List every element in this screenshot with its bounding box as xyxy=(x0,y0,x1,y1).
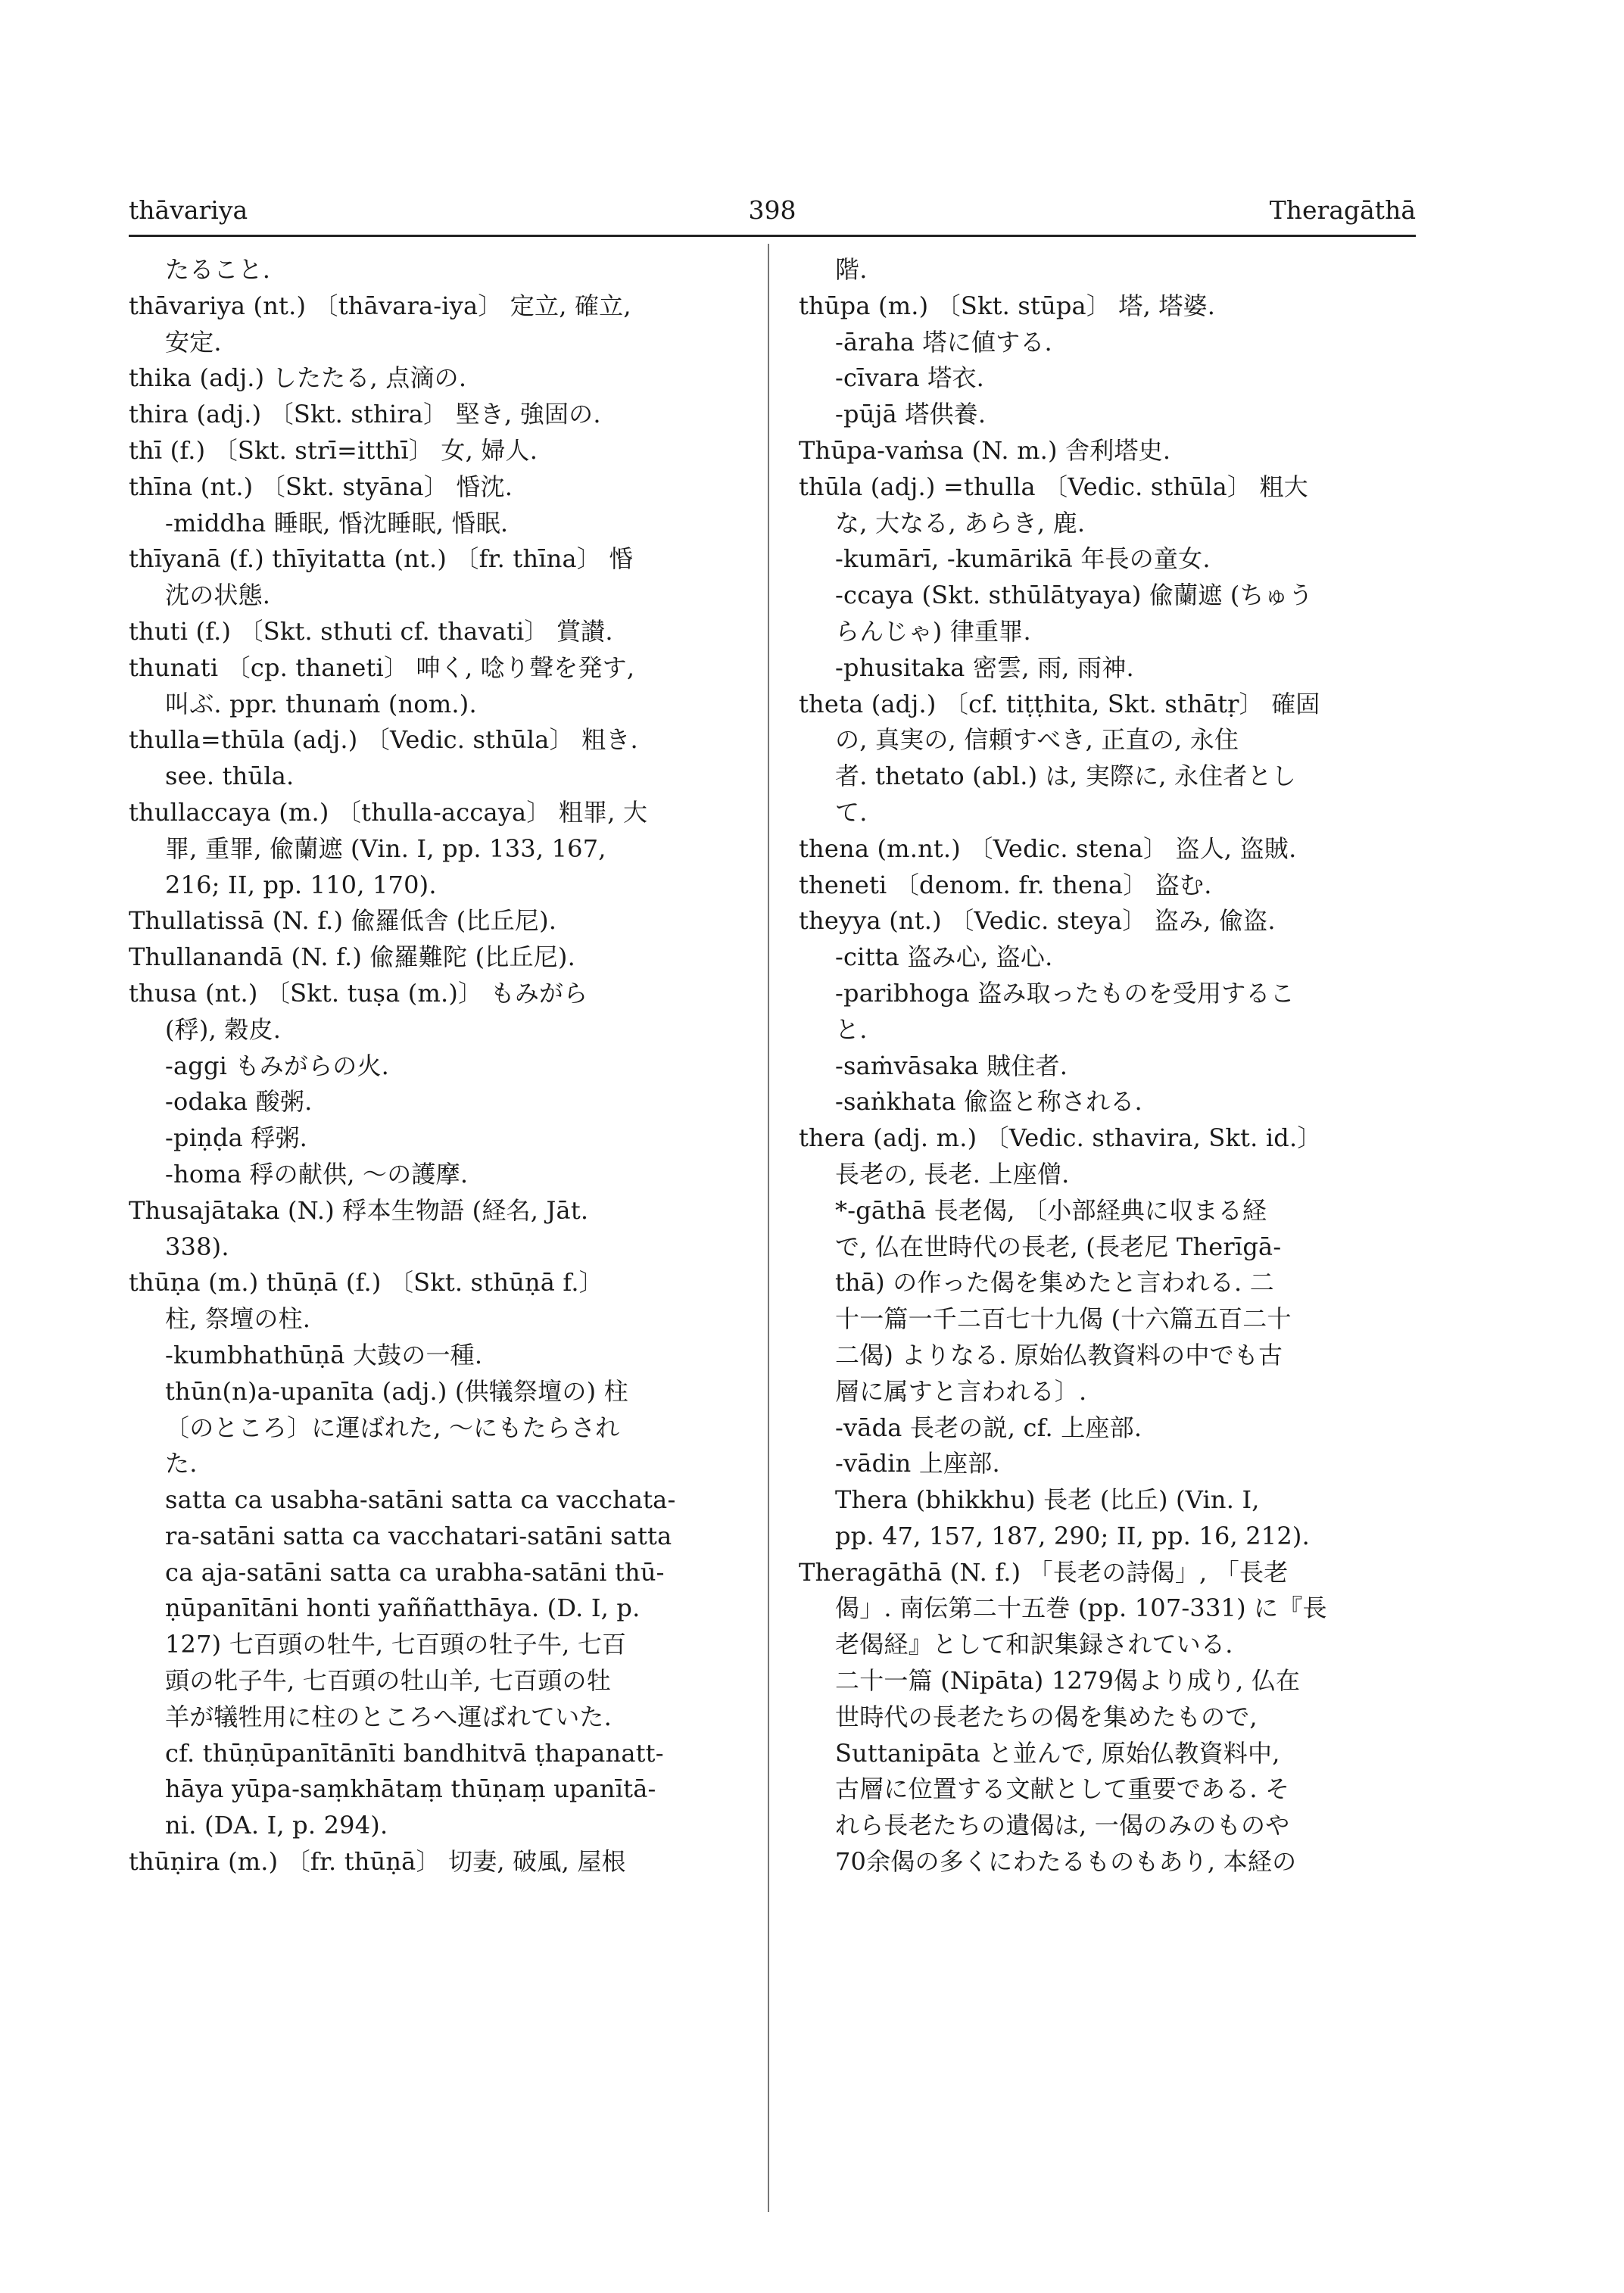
entry-headword-line: theta (adj.) 〔cf. tiṭṭhita, Skt. sthātṛ〕 確固 xyxy=(799,689,1320,718)
entry-continuation-line: 338). xyxy=(165,1232,229,1261)
left-column xyxy=(129,252,742,1880)
right-column xyxy=(799,252,1412,1880)
entry-continuation-line: 罪, 重罪, 偸蘭遮 (Vin. I, pp. 133, 167, xyxy=(165,833,606,863)
header-rule xyxy=(129,235,1416,237)
entry-continuation-line: hāya yūpa-saṃkhātaṃ thūṇaṃ upanītā- xyxy=(165,1774,656,1804)
entry-continuation-line: と. xyxy=(835,1014,868,1044)
entry-headword-line: thulla=thūla (adj.) 〔Vedic. sthūla〕 粗き. xyxy=(129,725,638,755)
entry-continuation-line: pp. 47, 157, 187, 290; II, pp. 16, 212). xyxy=(835,1521,1310,1550)
entry-continuation-line: 者. thetato (abl.) は, 実際に, 永住者とし xyxy=(835,762,1296,791)
entry-continuation-line: の, 真実の, 信頼すべき, 正直の, 永住 xyxy=(835,725,1239,755)
entry-continuation-line: -kumbhathūṇā 大鼓の一種. xyxy=(165,1340,483,1369)
entry-continuation-line: Suttanipāta と並んで, 原始仏教資料中, xyxy=(835,1738,1280,1768)
entry-continuation-line: -odaka 酸粥. xyxy=(165,1087,313,1117)
entry-headword-line: thūṇira (m.) 〔fr. thūṇā〕 切妻, 破風, 屋根 xyxy=(129,1847,626,1877)
entry-continuation-line: -vāda 長老の説, cf. 上座部. xyxy=(835,1413,1142,1442)
entry-continuation-line: 頭の牝子牛, 七百頭の牡山羊, 七百頭の牡 xyxy=(165,1666,611,1696)
entry-continuation-line: 長老の, 長老. 上座僧. xyxy=(835,1159,1070,1189)
entry-continuation-line: れら長老たちの遺偈は, 一偈のみのものや xyxy=(835,1811,1290,1840)
entry-continuation-line: -aggi もみがらの火. xyxy=(165,1051,390,1080)
entry-continuation-line: 階. xyxy=(835,255,868,284)
entry-continuation-line: ca aja-satāni satta ca urabha-satāni thū- xyxy=(165,1557,665,1587)
entry-headword-line: thūṇa (m.) thūṇā (f.) 〔Skt. sthūṇā f.〕 xyxy=(129,1268,603,1298)
entry-headword-line: thuti (f.) 〔Skt. sthuti cf. thavati〕 賞讃. xyxy=(129,616,613,646)
entry-continuation-line: see. thūla. xyxy=(165,762,295,791)
entry-continuation-line: -homa 稃の献供, ～の護摩. xyxy=(165,1159,469,1189)
entry-continuation-line: thūn(n)a-upanīta (adj.) (供犠祭壇の) 柱 xyxy=(165,1376,628,1406)
entry-continuation-line: -phusitaka 密雲, 雨, 雨神. xyxy=(835,653,1134,682)
entry-continuation-line: -paribhoga 盗み取ったものを受用するこ xyxy=(835,978,1295,1008)
entry-continuation-line: ni. (DA. I, p. 294). xyxy=(165,1811,388,1840)
entry-headword-line: Theragāthā (N. f.) 「長老の詩偈」, 「長老 xyxy=(799,1557,1289,1587)
entry-continuation-line: 世時代の長老たちの偈を集めたもので, xyxy=(835,1702,1258,1731)
entry-continuation-line: な, 大なる, あらき, 鹿. xyxy=(835,508,1086,537)
entry-continuation-line: cf. thūṇūpanītānīti bandhitvā ṭhapanatt- xyxy=(165,1738,664,1768)
entry-continuation-line: 沈の状態. xyxy=(165,581,271,610)
entry-continuation-line: (稃), 穀皮. xyxy=(165,1014,282,1044)
entry-headword-line: thera (adj. m.) 〔Vedic. sthavira, Skt. id.〕 xyxy=(799,1123,1322,1153)
entry-continuation-line: 古層に位置する文献として重要である. そ xyxy=(835,1774,1290,1804)
entry-continuation-line: 二偈) よりなる. 原始仏教資料の中でも古 xyxy=(835,1340,1283,1369)
entry-continuation-line: た. xyxy=(165,1449,198,1478)
running-head xyxy=(129,192,1416,229)
entry-continuation-line: 柱, 祭壇の柱. xyxy=(165,1304,311,1334)
entry-continuation-line: 羊が犠牲用に柱のところへ運ばれていた. xyxy=(165,1702,612,1731)
entry-continuation-line: -ccaya (Skt. sthūlātyaya) 偸蘭遮 (ちゅう xyxy=(835,581,1314,610)
entry-headword-line: Thullanandā (N. f.) 偸羅難陀 (比丘尼). xyxy=(129,942,575,972)
entry-continuation-line: 二十一篇 (Nipāta) 1279偈より成り, 仏在 xyxy=(835,1666,1301,1696)
entry-continuation-line: 127) 七百頭の牡牛, 七百頭の牡子牛, 七百 xyxy=(165,1630,627,1659)
entry-continuation-line: 70余偈の多くにわたるものもあり, 本経の xyxy=(835,1847,1297,1877)
entry-headword-line: thīyanā (f.) thīyitatta (nt.) 〔fr. thīna〕 惛 xyxy=(129,544,634,574)
entry-continuation-line: thā) の作った偈を集めたと言われる. 二 xyxy=(835,1268,1274,1298)
entry-continuation-line: -kumārī, -kumārikā 年長の童女. xyxy=(835,544,1211,574)
entry-continuation-line: -vādin 上座部. xyxy=(835,1449,1000,1478)
entry-continuation-line: Thera (bhikkhu) 長老 (比丘) (Vin. I, xyxy=(835,1485,1260,1515)
entry-continuation-line: て. xyxy=(835,797,868,827)
entry-headword-line: thūpa (m.) 〔Skt. stūpa〕 塔, 塔婆. xyxy=(799,291,1216,320)
entry-continuation-line: -cīvara 塔衣. xyxy=(835,363,985,393)
entry-continuation-line: で, 仏在世時代の長老, (長老尼 Therīgā- xyxy=(835,1232,1282,1261)
entry-continuation-line: -saṅkhata 偸盗と称される. xyxy=(835,1087,1142,1117)
entry-headword-line: thika (adj.) したたる, 点滴の. xyxy=(129,363,467,393)
entry-continuation-line: ra-satāni satta ca vacchatari-satāni satta xyxy=(165,1521,672,1550)
entry-continuation-line: 偈」. 南伝第二十五巻 (pp. 107-331) に『長 xyxy=(835,1594,1327,1623)
entry-headword-line: thunati 〔cp. thaneti〕 呻く, 唸り聲を発す, xyxy=(129,653,635,682)
entry-continuation-line: たること. xyxy=(165,255,271,284)
entry-headword-line: Thullatissā (N. f.) 偸羅低舎 (比丘尼). xyxy=(129,906,557,936)
entry-continuation-line: 〔のところ〕に運ばれた, ～にもたらされ xyxy=(165,1413,620,1442)
entry-continuation-line: -citta 盗み心, 盗心. xyxy=(835,942,1053,972)
entry-continuation-line: 叫ぶ. ppr. thunaṁ (nom.). xyxy=(165,689,477,718)
entry-headword-line: thusa (nt.) 〔Skt. tuṣa (m.)〕 もみがら xyxy=(129,978,588,1008)
entry-continuation-line: -saṁvāsaka 賊住者. xyxy=(835,1051,1068,1080)
entry-continuation-line: らんじゃ) 律重罪. xyxy=(835,616,1031,646)
entry-continuation-line: -middha 睡眠, 惛沈睡眠, 惛眠. xyxy=(165,508,509,537)
entry-headword-line: thīna (nt.) 〔Skt. styāna〕 惛沈. xyxy=(129,472,513,501)
header-left-guideword: thāvariya xyxy=(129,195,248,225)
entry-headword-line: theyya (nt.) 〔Vedic. steya〕 盗み, 偸盗. xyxy=(799,906,1276,936)
entry-headword-line: thullaccaya (m.) 〔thulla-accaya〕 粗罪, 大 xyxy=(129,797,648,827)
entry-headword-line: thī (f.) 〔Skt. strī=itthī〕 女, 婦人. xyxy=(129,435,538,465)
entry-continuation-line: 層に属すと言われる〕. xyxy=(835,1376,1087,1406)
entry-continuation-line: -pūjā 塔供養. xyxy=(835,400,987,429)
entry-headword-line: thira (adj.) 〔Skt. sthira〕 堅き, 強固の. xyxy=(129,400,601,429)
entry-continuation-line: ṇūpanītāni honti yaññatthāya. (D. I, p. xyxy=(165,1594,641,1623)
entry-continuation-line: -āraha 塔に値する. xyxy=(835,327,1052,357)
header-right-guideword: Theragāthā xyxy=(1269,195,1416,225)
entry-continuation-line: -piṇḍa 稃粥. xyxy=(165,1123,308,1153)
entry-headword-line: theneti 〔denom. fr. thena〕 盗む. xyxy=(799,870,1212,899)
entry-headword-line: Thūpa-vaṁsa (N. m.) 舎利塔史. xyxy=(799,435,1171,465)
entry-continuation-line: *-gāthā 長老偈, 〔小部経典に収まる経 xyxy=(835,1195,1267,1225)
entry-continuation-line: 老偈経』として和訳集録されている. xyxy=(835,1630,1233,1659)
entry-headword-line: thāvariya (nt.) 〔thāvara-iya〕 定立, 確立, xyxy=(129,291,631,320)
entry-continuation-line: satta ca usabha-satāni satta ca vacchata- xyxy=(165,1485,676,1515)
entry-headword-line: thena (m.nt.) 〔Vedic. stena〕 盗人, 盗賊. xyxy=(799,833,1297,863)
entry-continuation-line: 安定. xyxy=(165,327,222,357)
entry-continuation-line: 216; II, pp. 110, 170). xyxy=(165,870,437,899)
column-divider xyxy=(768,244,769,2212)
entry-headword-line: Thusajātaka (N.) 稃本生物語 (経名, Jāt. xyxy=(129,1195,589,1225)
page-number: 398 xyxy=(748,195,796,225)
entry-continuation-line: 十一篇一千二百七十九偈 (十六篇五百二十 xyxy=(835,1304,1292,1334)
entry-headword-line: thūla (adj.) =thulla 〔Vedic. sthūla〕 粗大 xyxy=(799,472,1308,501)
